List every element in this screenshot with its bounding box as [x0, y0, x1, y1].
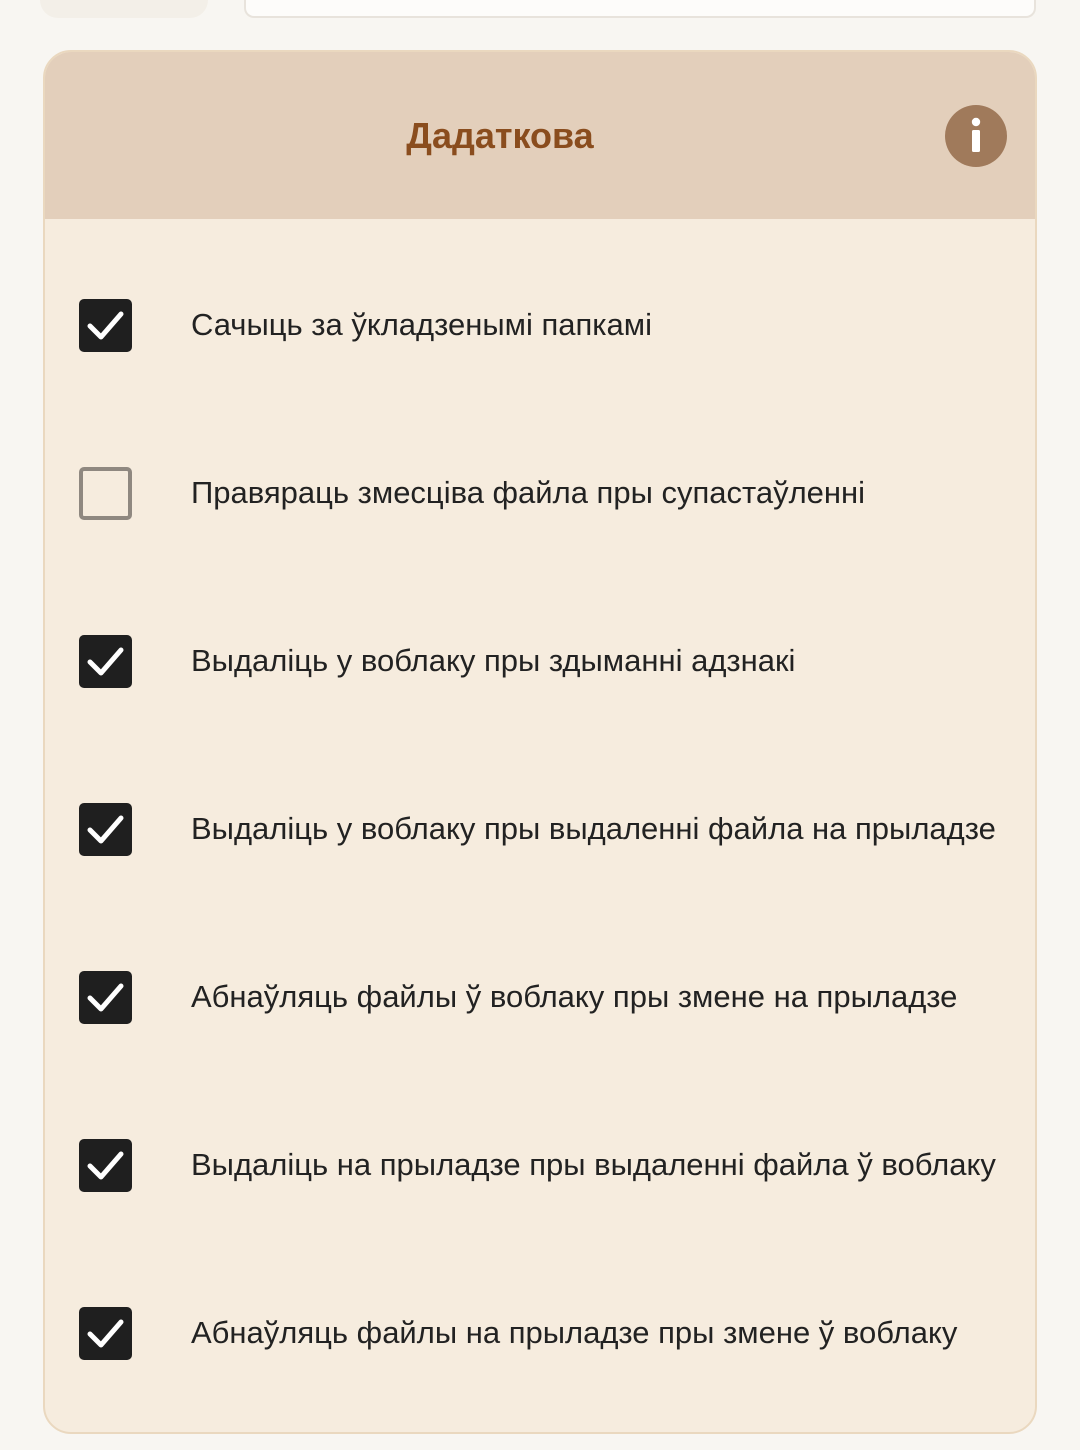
option-update-cloud-on-device-change[interactable]	[45, 937, 1035, 1057]
checkmark-icon	[79, 299, 132, 352]
option-delete-cloud-on-uncheck[interactable]	[45, 601, 1035, 721]
checkmark-icon	[79, 803, 132, 856]
checkbox[interactable]	[79, 1307, 132, 1360]
panel-title: Дадаткова	[406, 115, 594, 156]
checkmark-icon	[79, 1139, 132, 1192]
option-delete-cloud-on-device-delete[interactable]	[45, 769, 1035, 889]
checkbox[interactable]	[79, 467, 132, 520]
additional-settings-panel	[43, 50, 1037, 1434]
panel-header	[45, 52, 1035, 219]
option-verify-file-content[interactable]	[45, 433, 1035, 553]
checkbox[interactable]	[79, 635, 132, 688]
option-delete-device-on-cloud-delete[interactable]	[45, 1105, 1035, 1225]
option-label: Абнаўляць файлы на прыладзе пры змене ў воблаку	[191, 1315, 958, 1350]
checkbox[interactable]	[79, 299, 132, 352]
option-label: Абнаўляць файлы ў воблаку пры змене на прыладзе	[191, 979, 958, 1014]
checkbox[interactable]	[79, 971, 132, 1024]
checkbox[interactable]	[79, 1139, 132, 1192]
top-partial-area	[0, 0, 1080, 30]
option-label: Выдаліць у воблаку пры здыманні адзнакі	[191, 643, 796, 678]
option-watch-nested-folders[interactable]	[45, 265, 1035, 385]
checkmark-icon	[79, 1307, 132, 1360]
option-label: Выдаліць у воблаку пры выдаленні файла на прыладзе	[191, 811, 996, 846]
option-label: Правяраць змесціва файла пры супастаўленні	[191, 475, 866, 510]
option-label: Выдаліць на прыладзе пры выдаленні файла ў воблаку	[191, 1147, 996, 1182]
info-icon	[945, 105, 1007, 167]
option-label: Сачыць за ўкладзенымі папкамі	[191, 307, 652, 342]
top-input-field[interactable]	[244, 0, 1036, 18]
info-button[interactable]	[945, 105, 1007, 167]
option-update-device-on-cloud-change[interactable]	[45, 1273, 1035, 1393]
avatar[interactable]	[40, 0, 208, 18]
checkbox[interactable]	[79, 803, 132, 856]
checkmark-icon	[79, 635, 132, 688]
checkmark-icon	[79, 971, 132, 1024]
